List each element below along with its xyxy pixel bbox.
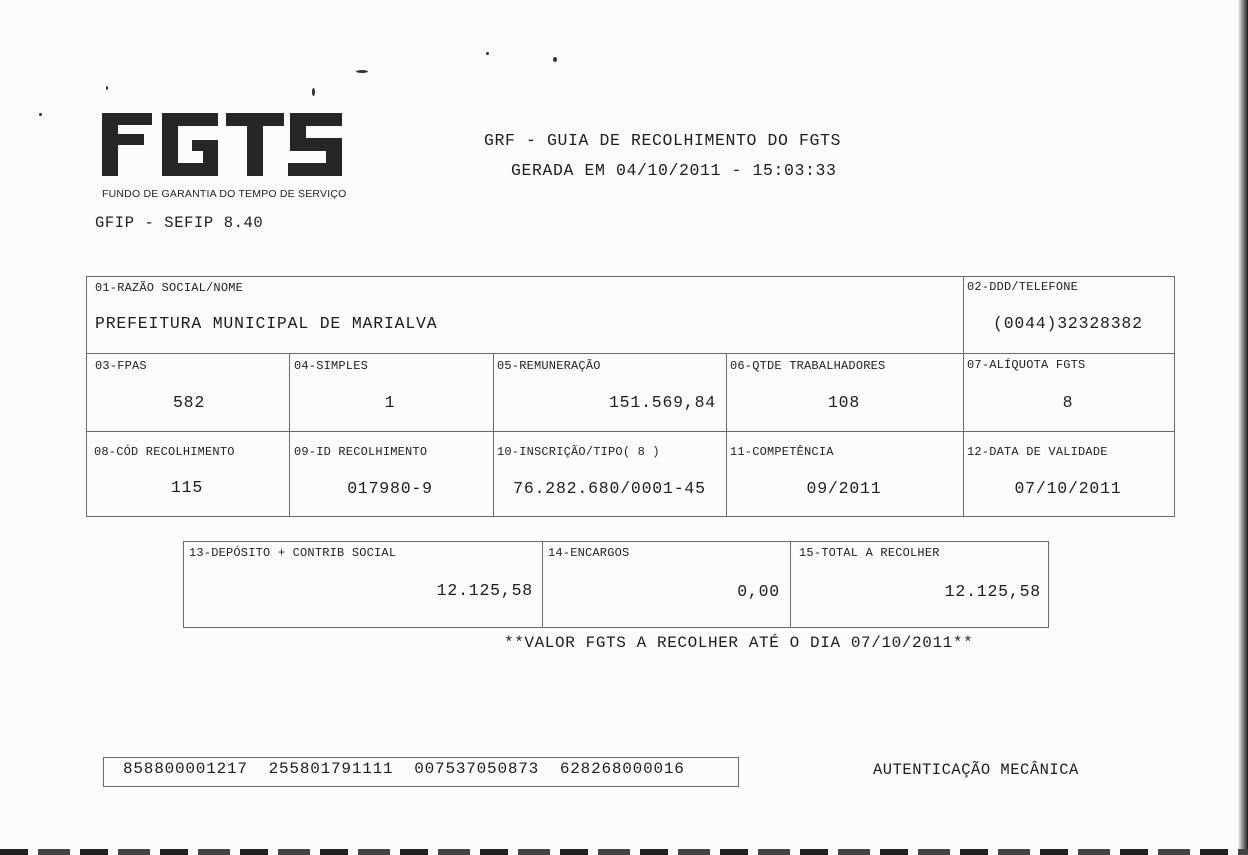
system-version: GFIP - SEFIP 8.40 [95, 214, 264, 232]
cod-recolhimento-value: 115 [170, 478, 204, 497]
aliquota-value: 8 [1062, 393, 1074, 412]
page-edge-shadow [1238, 0, 1248, 855]
razao-social-label: 01-RAZÃO SOCIAL/NOME [95, 281, 244, 295]
simples-label: 04-SIMPLES [294, 359, 369, 373]
simples-value: 1 [384, 393, 396, 412]
id-recolhimento-label: 09-ID RECOLHIMENTO [294, 445, 428, 459]
data-validade-value: 07/10/2011 [1014, 479, 1122, 498]
scan-speck [486, 52, 489, 55]
telefone-label: 02-DDD/TELEFONE [967, 280, 1079, 294]
scan-speck [553, 57, 557, 62]
id-recolhimento-value: 017980-9 [347, 479, 433, 498]
total-value: 12.125,58 [944, 582, 1041, 601]
fpas-value: 582 [172, 393, 206, 412]
deposito-value: 12.125,58 [436, 581, 533, 600]
fgts-logo [100, 110, 350, 205]
scan-speck [356, 70, 368, 73]
scan-speck [312, 88, 315, 96]
remuneracao-label: 05-REMUNERAÇÃO [497, 359, 601, 373]
qtde-trabalhadores-value: 108 [827, 393, 861, 412]
inscricao-label: 10-INSCRIÇÃO/TIPO( 8 ) [497, 445, 660, 459]
encargos-label: 14-ENCARGOS [548, 546, 630, 560]
deposito-label: 13-DEPÓSITO + CONTRIB SOCIAL [189, 546, 397, 560]
qtde-trabalhadores-label: 06-QTDE TRABALHADORES [730, 359, 886, 373]
total-label: 15-TOTAL A RECOLHER [799, 546, 940, 560]
fpas-label: 03-FPAS [95, 359, 147, 373]
remuneracao-value: 151.569,84 [608, 393, 716, 412]
fgts-wordmark [100, 110, 345, 180]
inscricao-value: 76.282.680/0001-45 [513, 479, 706, 498]
logo-subtitle: FUNDO DE GARANTIA DO TEMPO DE SERVIÇO [102, 188, 347, 200]
razao-social-value: PREFEITURA MUNICIPAL DE MARIALVA [95, 314, 438, 333]
competencia-value: 09/2011 [806, 479, 882, 498]
aliquota-label: 07-ALÍQUOTA FGTS [967, 358, 1086, 372]
scan-bottom-edge [0, 849, 1248, 855]
generated-at: GERADA EM 04/10/2011 - 15:03:33 [511, 161, 837, 180]
data-validade-label: 12-DATA DE VALIDADE [967, 445, 1108, 459]
competencia-label: 11-COMPETÊNCIA [730, 445, 834, 459]
telefone-value: (0044)32328382 [993, 314, 1143, 333]
scan-speck [106, 86, 108, 90]
scan-speck [39, 113, 42, 116]
mechanical-authentication: AUTENTICAÇÃO MECÂNICA [873, 761, 1079, 779]
barcode-line: 858800001217 255801791111 007537050873 628268000016 [123, 760, 685, 778]
due-date-notice: **VALOR FGTS A RECOLHER ATÉ O DIA 07/10/2011** [504, 634, 974, 652]
document-title: GRF - GUIA DE RECOLHIMENTO DO FGTS [484, 131, 842, 150]
cod-recolhimento-label: 08-CÓD RECOLHIMENTO [94, 445, 235, 459]
encargos-value: 0,00 [737, 582, 780, 601]
